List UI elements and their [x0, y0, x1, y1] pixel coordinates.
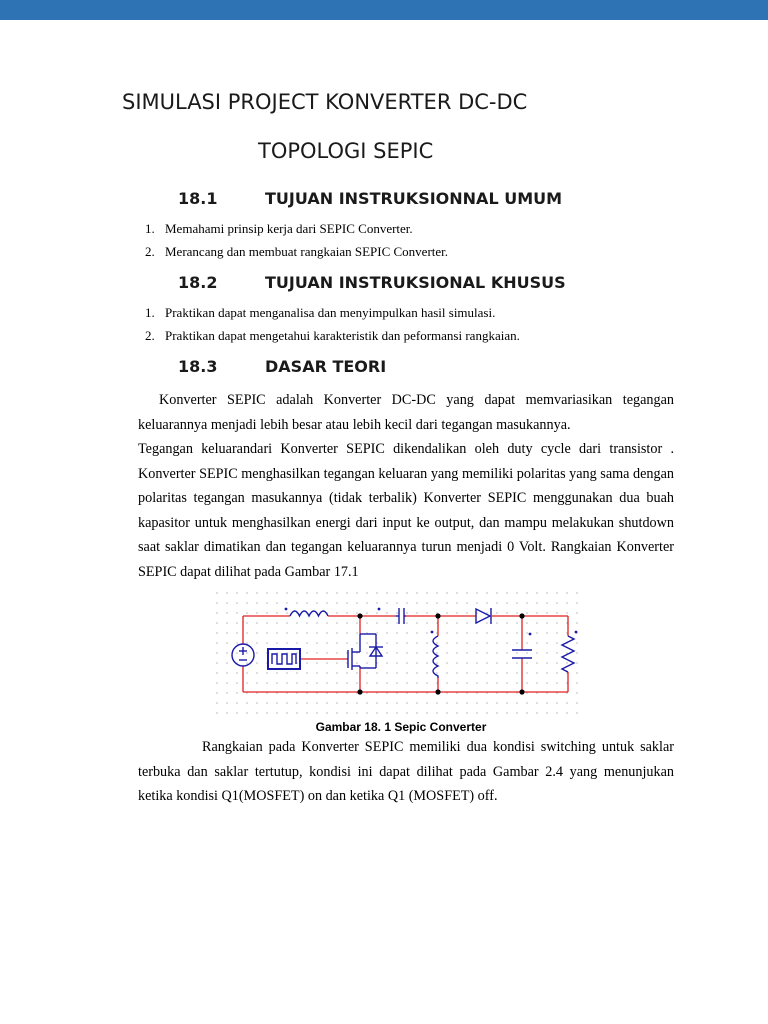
list-text: Merancang dan membuat rangkaian SEPIC Converter.: [165, 244, 449, 259]
section-title: TUJUAN INSTRUKSIONAL KHUSUS: [265, 273, 566, 292]
list-text: Memahami prinsip kerja dari SEPIC Converter.: [165, 221, 413, 236]
document-title-line1: SIMULASI PROJECT KONVERTER DC-DC: [122, 90, 528, 114]
section-heading-18-1: [178, 189, 562, 208]
section-title: TUJUAN INSTRUKSIONNAL UMUM: [265, 189, 563, 208]
figure-caption: Gambar 18. 1 Sepic Converter: [315, 720, 487, 734]
objectives-specific-list: [145, 304, 520, 350]
header-bar: [0, 0, 768, 20]
list-text: Praktikan dapat menganalisa dan menyimpulkan hasil simulasi.: [165, 305, 496, 320]
list-item: [145, 220, 448, 243]
section-title: DASAR TEORI: [265, 357, 387, 376]
section-number: 18.2: [178, 273, 218, 292]
list-item: [145, 327, 520, 350]
switching-text: [138, 735, 674, 809]
list-number: 2.: [145, 328, 155, 343]
list-text: Praktikan dapat mengetahui karakteristik dan peformansi rangkaian.: [165, 328, 520, 343]
list-item: [145, 243, 448, 266]
objectives-general-list: [145, 220, 448, 266]
theory-paragraph-1: Konverter SEPIC adalah Konverter DC-DC yang dapat memvariasikan tegangan keluarannya menjadi lebih besar atau lebih kecil dari tegangan masukannya.: [138, 392, 674, 433]
theory-paragraph-2: Tegangan keluarandari Konverter SEPIC dikendalikan oleh duty cycle dari transistor . Konverter SEPIC menghasilkan tegangan keluaran yang memiliki polaritas yang sama dengan polaritas tegangan masukannya (tidak terbalik) Konverter SEPIC menggunakan dua buah kapasitor untuk menghasilkan energi dari input ke output, dan mampu melakukan shutdown saat saklar dimatikan dan tegangan keluarannya turun menjadi 0 Volt. Rangkaian Konverter SEPIC dapat dilihat pada Gambar 17.1: [138, 441, 674, 580]
document-title-line2: TOPOLOGI SEPIC: [258, 139, 434, 163]
section-number: 18.3: [178, 357, 218, 376]
switching-paragraph: Rangkaian pada Konverter SEPIC memiliki dua kondisi switching untuk saklar terbuka dan saklar tertutup, kondisi ini dapat dilihat pada Gambar 2.4 yang menunjukan ketika kondisi Q1(MOSFET) on dan ketika Q1 (MOSFET) off.: [138, 739, 674, 804]
list-number: 1.: [145, 221, 155, 236]
section-number: 18.1: [178, 189, 218, 208]
theory-text: [138, 388, 674, 584]
section-heading-18-2: [178, 273, 566, 292]
list-number: 1.: [145, 305, 155, 320]
section-heading-18-3: [178, 357, 386, 376]
sepic-circuit-diagram: [216, 592, 586, 717]
list-item: [145, 304, 520, 327]
list-number: 2.: [145, 244, 155, 259]
